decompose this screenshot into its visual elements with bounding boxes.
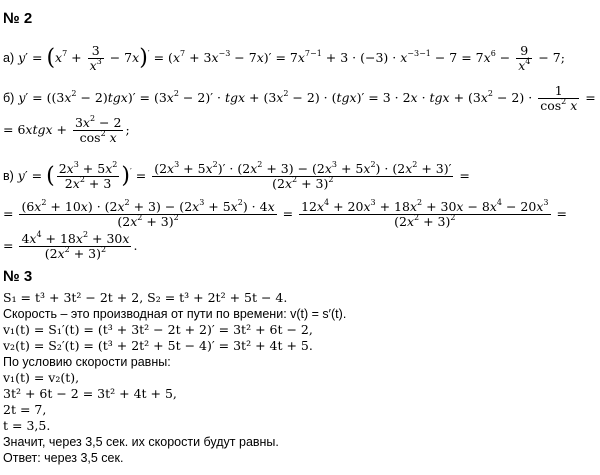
task3-line-10: Значит, через 3,5 сек. их скорости будут равны. <box>3 435 279 449</box>
task2-part-a <box>3 44 565 73</box>
part-a-label: а) <box>3 51 15 65</box>
task2-heading: № 2 <box>3 10 33 27</box>
task3-line-2: Скорость – это производная от пути по времени: v(t) = s′(t). <box>3 307 347 321</box>
part-a-formula: $y' = (x^7$ + $\frac{3}{x^3}$ − $7x)' = (x^7 + 3x^{-3} - 7x)' = 7x^{7-1} + 3 \cdot (-3) \cdot x^{-3-1} - 7 = 7x^6$ − $\frac{9}{x^4}$ − 7; <box>18 43 565 73</box>
task2-part-v-cont2: = $\frac{4x^4 + 18x^2 + 30x}{(2x^2 + 3)^2}$ . <box>3 230 138 261</box>
task3-line-5: По условию скорости равны: <box>3 355 171 369</box>
task2-part-b <box>3 84 596 113</box>
task2-part-v <box>3 162 470 191</box>
part-b-label: б) <box>3 91 15 105</box>
task3-line-3: v₁(t) = S₁′(t) = (t³ + 3t² − 2t + 2)′ = 3t² + 6t − 2, <box>3 322 313 337</box>
task3-line-7: 3t² + 6t − 2 = 3t² + 4t + 5, <box>3 386 177 401</box>
task3-line-6: v₁(t) = v₂(t), <box>3 370 80 385</box>
task3-line-9: t = 3,5. <box>3 418 51 433</box>
task3-line-4: v₂(t) = S₂′(t) = (t³ + 2t² + 5t − 4)′ = 3t² + 4t + 5. <box>3 338 313 353</box>
task3-line-8: 2t = 7, <box>3 402 47 417</box>
task3-heading: № 3 <box>3 268 33 285</box>
task3-answer: Ответ: через 3,5 сек. <box>3 451 124 465</box>
task2-part-v-cont1: = $\frac{(6x^2 + 10x) \cdot (2x^2 + 3) - (2x^3 + 5x^2) \cdot 4x}{(2x^2 + 3)^2}$ = $\frac{12x^4 + 20x^3 + 18x^2 + 30x - 8x^4 - 20x^3}{(2x^2 + 3)^2}$ = <box>3 198 567 229</box>
part-b-formula: $y' = ((3x^2 - 2)tgx)' = (3x^2 - 2)'$ · tgx + $(3x^2 - 2) \cdot (tgx)' = 3 \cdot 2x$ · tgx + $(3x^2 - 2)$ · $\frac{1}{\cos^2 x}$ = <box>18 83 596 113</box>
part-v-formula: y′ = ( $\frac{2x^3 + 5x^2}{2x^2 + 3}$ )′ = $\frac{(2x^3 + 5x^2)' \cdot (2x^2 + 3) - (2x^3 + 5x^2) \cdot (2x^2 + 3)'}{(2x^2 + 3)^2}$ = <box>17 160 470 191</box>
task3-line-1: S₁ = t³ + 3t² − 2t + 2, S₂ = t³ + 2t² + 5t − 4. <box>3 290 288 305</box>
part-v-label: в) <box>3 169 14 183</box>
task2-part-b-cont: = 6xtgx + $\frac{3x^2 - 2}{\cos^2 x}$ ; <box>3 114 130 145</box>
